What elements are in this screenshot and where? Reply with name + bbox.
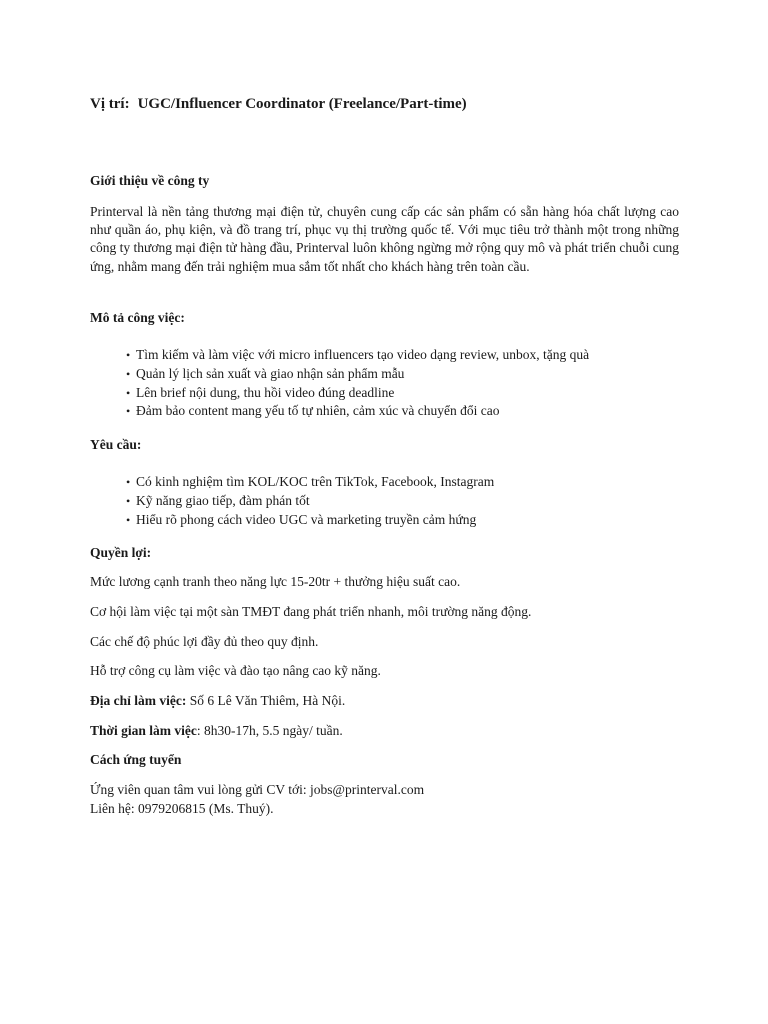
job-description-heading: Mô tả công việc: [90,310,185,325]
work-time [90,723,343,739]
list-item: • Kỹ năng giao tiếp, đàm phán tốt [126,492,494,511]
apply-contact: Liên hệ: 0979206815 (Ms. Thuý). [90,801,274,816]
bullet-icon: • [126,512,131,527]
benefit-line: Hỗ trợ công cụ làm việc và đào tạo nâng cao kỹ năng. [90,663,381,678]
list-item: • Đảm bảo content mang yếu tố tự nhiên, cảm xúc và chuyển đổi cao [126,402,589,421]
job-description-list [126,346,589,421]
work-address [90,693,345,709]
benefit-line: Cơ hội làm việc tại một sàn TMĐT đang phát triển nhanh, môi trường năng động. [90,604,532,619]
bullet-icon: • [126,348,131,362]
benefit-line: Các chế độ phúc lợi đầy đủ theo quy định. [90,634,319,649]
bullet-icon: • [126,475,131,489]
intro-paragraph: Printerval là nền tảng thương mại điện tử, chuyên cung cấp các sản phẩm có sẵn hàng hóa chất lượng cao như quần áo, phụ kiện, và đồ trang trí, phục vụ thị trường quốc tế. Với mục tiêu trở thành một trong những công ty thương mại điện tử hàng đầu, Printerval luôn không ngừng mở rộng quy mô và phát triển chuỗi cung ứng, nhằm mang đến trải nghiệm mua sắm tốt nhất cho khách hàng trên toàn cầu. [90,204,679,274]
bullet-icon: • [126,366,131,381]
work-time-value: : 8h30-17h, 5.5 ngày/ tuần. [196,723,343,738]
list-item: • Quản lý lịch sản xuất và giao nhận sản phẩm mẫu [126,365,589,384]
benefits-heading: Quyền lợi: [90,545,152,560]
work-time-label: Thời gian làm việc [90,723,197,738]
apply-instructions: Ứng viên quan tâm vui lòng gửi CV tới: jobs@printerval.com [90,782,425,797]
bullet-icon: • [126,493,131,508]
requirements-list [126,473,494,529]
list-item: • Tìm kiếm và làm việc với micro influencers tạo video dạng review, unbox, tặng quà [126,346,589,365]
bullet-icon: • [126,404,131,419]
bullet-icon: • [126,385,131,400]
work-address-label: Địa chỉ làm việc: [90,693,187,708]
list-item: • Hiểu rõ phong cách video UGC và marketing truyền cảm hứng [126,511,494,530]
apply-heading: Cách ứng tuyển [90,752,182,767]
job-title [90,96,467,113]
job-title-text: UGC/Influencer Coordinator (Freelance/Part-time) [137,96,467,112]
work-address-value: Số 6 Lê Văn Thiêm, Hà Nội. [189,693,346,708]
benefit-line: Mức lương cạnh tranh theo năng lực 15-20tr + thưởng hiệu suất cao. [90,574,461,589]
requirements-heading: Yêu cầu: [90,437,142,452]
list-item: • Có kinh nghiệm tìm KOL/KOC trên TikTok, Facebook, Instagram [126,473,494,492]
intro-heading: Giới thiệu về công ty [90,173,210,188]
list-item: • Lên brief nội dung, thu hồi video đúng deadline [126,384,589,403]
job-title-prefix: Vị trí: [90,96,130,112]
